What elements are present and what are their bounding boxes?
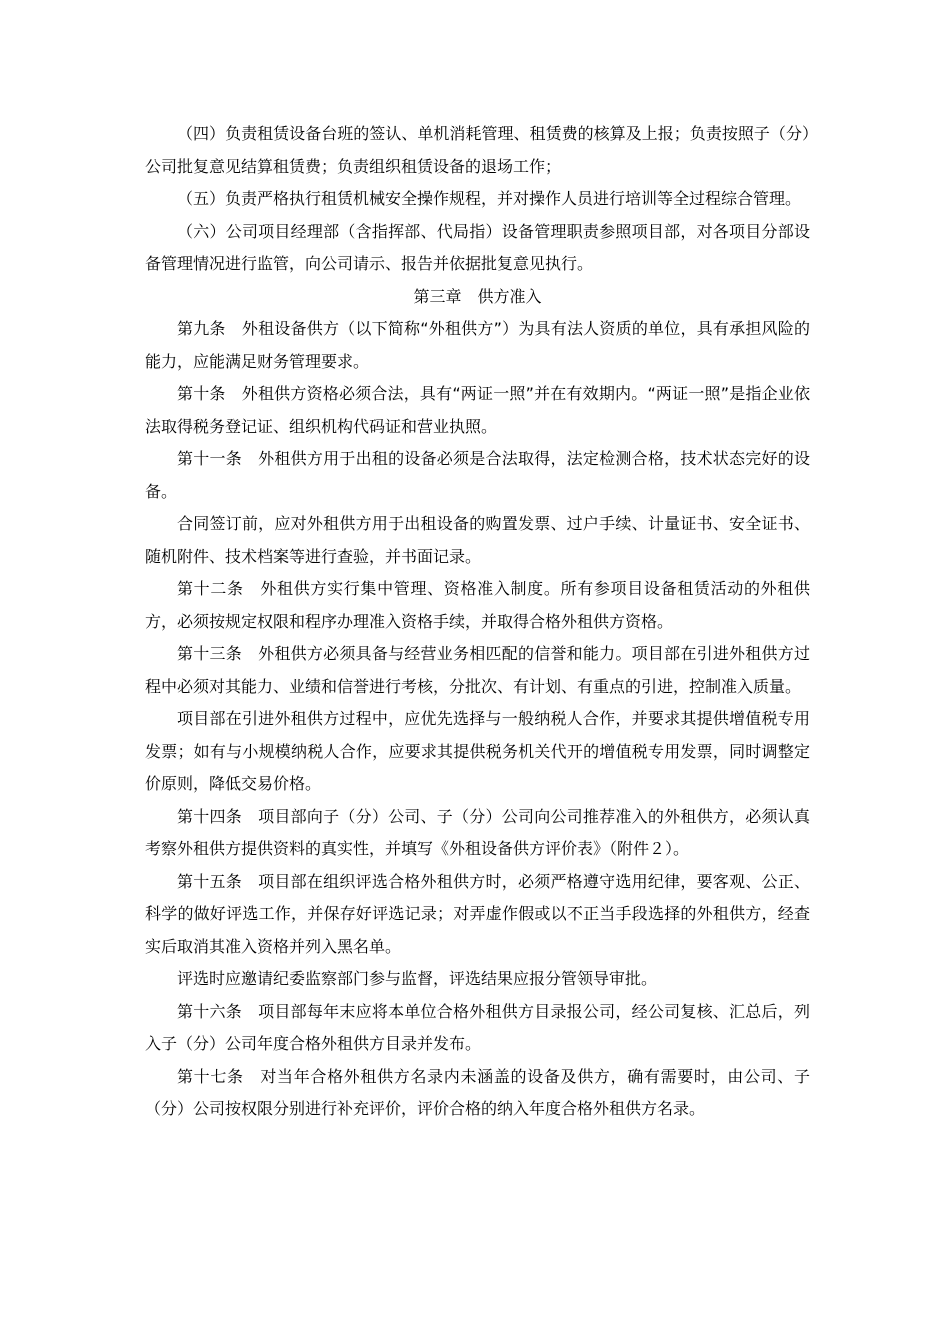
- paragraph-item-4: （四）负责租赁设备台班的签认、单机消耗管理、租赁费的核算及上报；负责按照子（分）公司批复意见结算租赁费；负责组织租赁设备的退场工作；: [145, 124, 810, 176]
- article-15-paragraph-2: 评选时应邀请纪委监察部门参与监督，评选结果应报分管领导审批。: [177, 969, 658, 988]
- article-17: 第十七条 对当年合格外租供方名录内未涵盖的设备及供方，确有需要时，由公司、子（分）公司按权限分别进行补充评价，评价合格的纳入年度合格外租供方名录。: [145, 1066, 810, 1118]
- paragraph-item-6: （六）公司项目经理部（含指挥部、代局指）设备管理职责参照项目部，对各项目分部设备管理情况进行监管，向公司请示、报告并依据批复意见执行。: [145, 221, 810, 273]
- article-11-paragraph-2: 合同签订前，应对外租供方用于出租设备的购置发票、过户手续、计量证书、安全证书、随机附件、技术档案等进行查验，并书面记录。: [145, 514, 810, 566]
- article-12: 第十二条 外租供方实行集中管理、资格准入制度。所有参项目设备租赁活动的外租供方，必须按规定权限和程序办理准入资格手续，并取得合格外租供方资格。: [145, 579, 810, 631]
- article-10: 第十条 外租供方资格必须合法，具有“两证一照”并在有效期内。“两证一照”是指企业依法取得税务登记证、组织机构代码证和营业执照。: [145, 384, 810, 436]
- article-13: 第十三条 外租供方必须具备与经营业务相匹配的信誉和能力。项目部在引进外租供方过程中必须对其能力、业绩和信誉进行考核，分批次、有计划、有重点的引进，控制准入质量。: [145, 644, 810, 696]
- document-page: [145, 118, 810, 1126]
- article-15: 第十五条 项目部在组织评选合格外租供方时，必须严格遵守选用纪律，要客观、公正、科学的做好评选工作，并保存好评选记录；对弄虚作假或以不正当手段选择的外租供方，经查实后取消其准入资格并列入黑名单。: [145, 871, 810, 956]
- article-9: 第九条 外租设备供方（以下简称“外租供方”）为具有法人资质的单位，具有承担风险的能力，应能满足财务管理要求。: [145, 319, 810, 371]
- chapter-title: 第三章 供方准入: [413, 286, 542, 306]
- article-11: 第十一条 外租供方用于出租的设备必须是合法取得，法定检测合格，技术状态完好的设备。: [145, 449, 810, 501]
- paragraph-item-5: （五）负责严格执行租赁机械安全操作规程，并对操作人员进行培训等全过程综合管理。: [177, 189, 802, 208]
- article-13-paragraph-2: 项目部在引进外租供方过程中，应优先选择与一般纳税人合作，并要求其提供增值税专用发票；如有与小规模纳税人合作，应要求其提供税务机关代开的增值税专用发票，同时调整定价原则，降低交易价格。: [145, 709, 810, 793]
- article-14: 第十四条 项目部向子（分）公司、子（分）公司向公司推荐准入的外租供方，必须认真考察外租供方提供资料的真实性，并填写《外租设备供方评价表》（附件２）。: [145, 806, 810, 858]
- article-16: 第十六条 项目部每年末应将本单位合格外租供方目录报公司，经公司复核、汇总后，列入子（分）公司年度合格外租供方目录并发布。: [145, 1001, 810, 1053]
